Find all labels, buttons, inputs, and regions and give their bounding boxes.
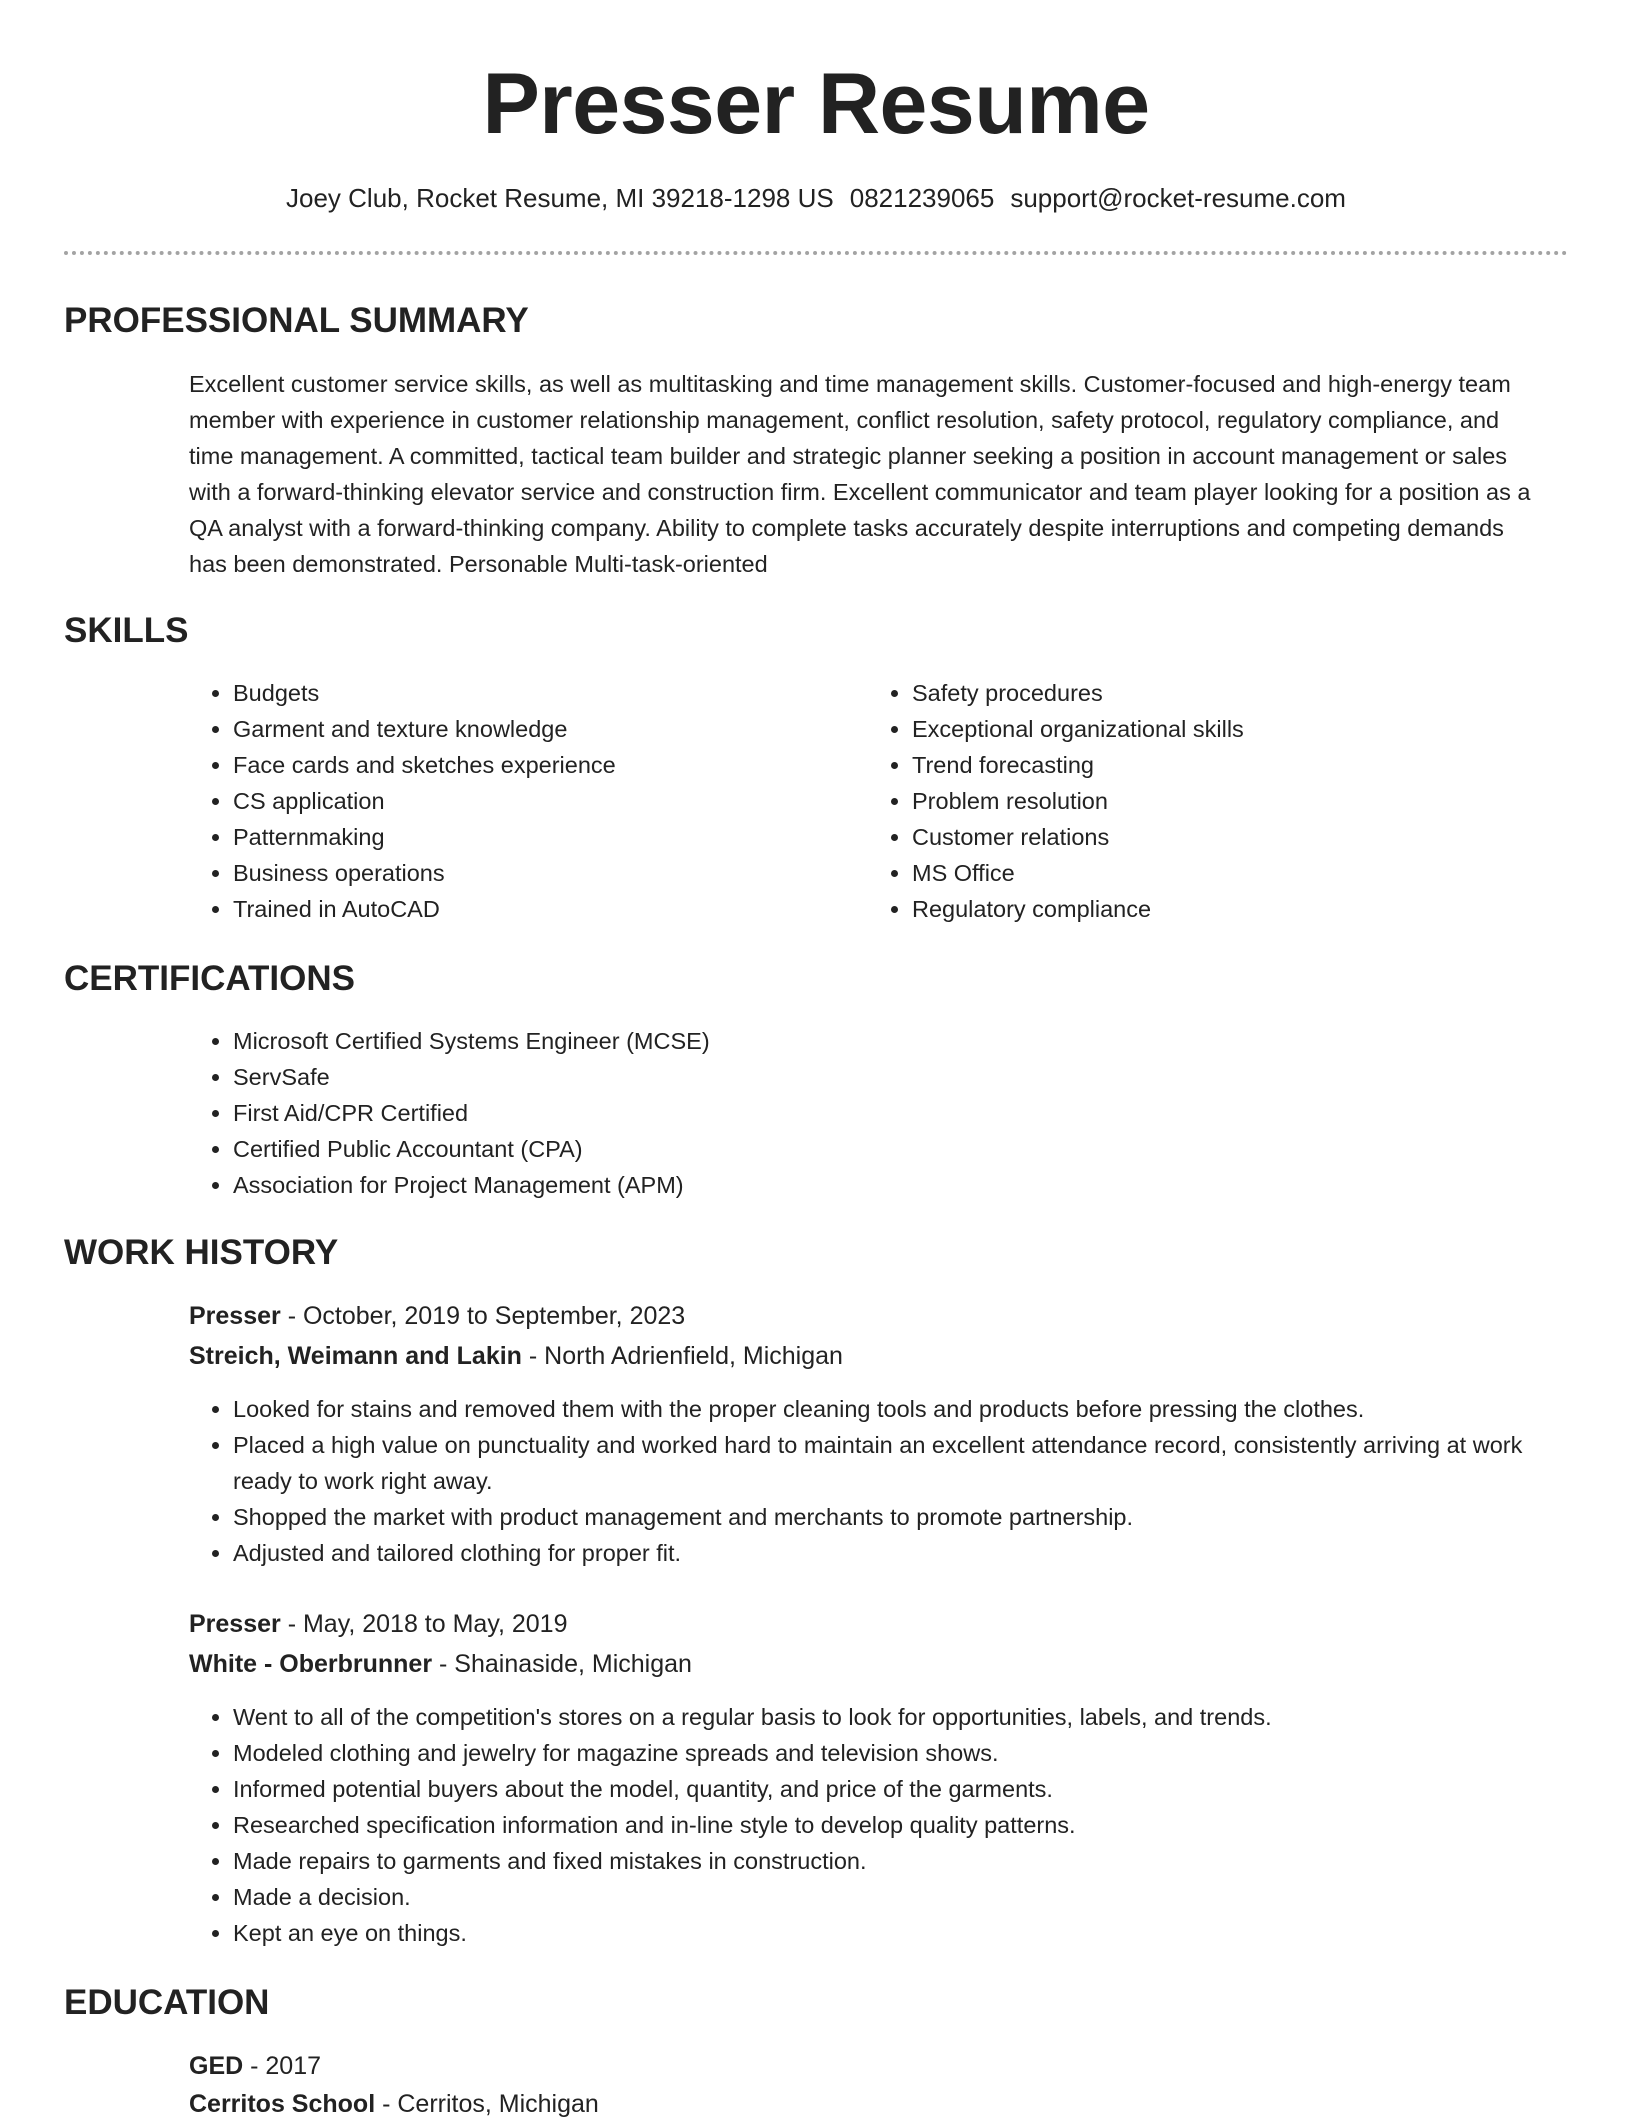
list-item: • Microsoft Certified Systems Engineer (MCSE) <box>233 1023 1533 1059</box>
list-item: • CS application <box>233 783 833 819</box>
job-company: White - Oberbrunner <box>189 1650 433 1678</box>
list-item: • Kept an eye on things. <box>233 1915 1583 1951</box>
list-item: • Informed potential buyers about the model, quantity, and price of the garments. <box>233 1771 1583 1807</box>
list-item: • Problem resolution <box>912 783 1562 819</box>
contact-phone: 0821239065 <box>849 183 995 213</box>
job-duties-list <box>189 1699 1583 1951</box>
list-item: • Regulatory compliance <box>912 891 1562 927</box>
education-degree-line <box>189 2048 321 2084</box>
skills-list-left <box>189 675 833 927</box>
job-location: - North Adrienfield, Michigan <box>521 1342 843 1370</box>
list-item: • Modeled clothing and jewelry for magazine spreads and television shows. <box>233 1735 1583 1771</box>
education-school: Cerritos School <box>189 2090 376 2118</box>
list-item: • Patternmaking <box>233 819 833 855</box>
list-item: • Face cards and sketches experience <box>233 747 833 783</box>
list-item: • Looked for stains and removed them with the proper cleaning tools and products before pressing the clothes. <box>233 1391 1583 1427</box>
job-company-line <box>189 1338 843 1374</box>
list-item: • Association for Project Management (APM) <box>233 1167 1533 1203</box>
list-item: • MS Office <box>912 855 1562 891</box>
list-item: • Went to all of the competition's stores on a regular basis to look for opportunities, labels, and trends. <box>233 1699 1583 1735</box>
list-item: • Made repairs to garments and fixed mistakes in construction. <box>233 1843 1583 1879</box>
list-item: • Safety procedures <box>912 675 1562 711</box>
list-item: • First Aid/CPR Certified <box>233 1095 1533 1131</box>
education-heading: EDUCATION <box>64 1983 270 2022</box>
education-year: - 2017 <box>243 2052 322 2080</box>
contact-email[interactable]: support@rocket-resume.com <box>1010 183 1346 213</box>
summary-text: Excellent customer service skills, as well as multitasking and time management skills. Customer-focused and high-energy team member with experience in customer relationship management, conflict resolution, safety protocol, regulatory compliance, and time management. A committed, tactical team builder and strategic planner seeking a position in account management or sales with a forward-thinking elevator service and construction firm. Excellent communicator and team player looking for a position as a QA analyst with a forward-thinking company. Ability to complete tasks accurately despite interruptions and competing demands has been demonstrated. Personable Multi-task-oriented <box>189 371 1531 577</box>
job-role: Presser <box>189 1302 281 1330</box>
list-item: • Shopped the market with product management and merchants to promote partnership. <box>233 1499 1583 1535</box>
summary-heading: PROFESSIONAL SUMMARY <box>64 301 529 340</box>
job-role: Presser <box>189 1610 281 1638</box>
list-item: • Business operations <box>233 855 833 891</box>
list-item: • Placed a high value on punctuality and worked hard to maintain an excellent attendance record, consistently arriving at work ready to work right away. <box>233 1427 1583 1499</box>
skills-heading: SKILLS <box>64 611 189 650</box>
job-dates: - October, 2019 to September, 2023 <box>280 1302 686 1330</box>
list-item: • Researched specification information and in-line style to develop quality patterns. <box>233 1807 1583 1843</box>
header-divider <box>64 251 1568 255</box>
list-item: • Exceptional organizational skills <box>912 711 1562 747</box>
contact-line <box>0 180 1632 216</box>
list-item: • Adjusted and tailored clothing for proper fit. <box>233 1535 1583 1571</box>
certifications-heading: CERTIFICATIONS <box>64 959 356 998</box>
education-school-line <box>189 2086 599 2122</box>
list-item: • Trained in AutoCAD <box>233 891 833 927</box>
list-item: • ServSafe <box>233 1059 1533 1095</box>
job-location: - Shainaside, Michigan <box>432 1650 692 1678</box>
job-title-line <box>189 1298 685 1334</box>
list-item: • Made a decision. <box>233 1879 1583 1915</box>
education-degree: GED <box>189 2052 244 2080</box>
list-item: • Certified Public Accountant (CPA) <box>233 1131 1533 1167</box>
list-item: • Garment and texture knowledge <box>233 711 833 747</box>
job-title-line <box>189 1606 567 1642</box>
list-item: • Budgets <box>233 675 833 711</box>
job-company-line <box>189 1646 692 1682</box>
job-company: Streich, Weimann and Lakin <box>189 1342 522 1370</box>
job-dates: - May, 2018 to May, 2019 <box>280 1610 568 1638</box>
work-history-heading: WORK HISTORY <box>64 1233 339 1272</box>
job-duties-list <box>189 1391 1583 1571</box>
skills-list-right <box>868 675 1562 927</box>
list-item: • Customer relations <box>912 819 1562 855</box>
list-item: • Trend forecasting <box>912 747 1562 783</box>
resume-title: Presser Resume <box>482 56 1150 152</box>
contact-address: Joey Club, Rocket Resume, MI 39218-1298 US <box>286 183 834 213</box>
education-location: - Cerritos, Michigan <box>375 2090 599 2118</box>
certifications-list <box>189 1023 1533 1203</box>
